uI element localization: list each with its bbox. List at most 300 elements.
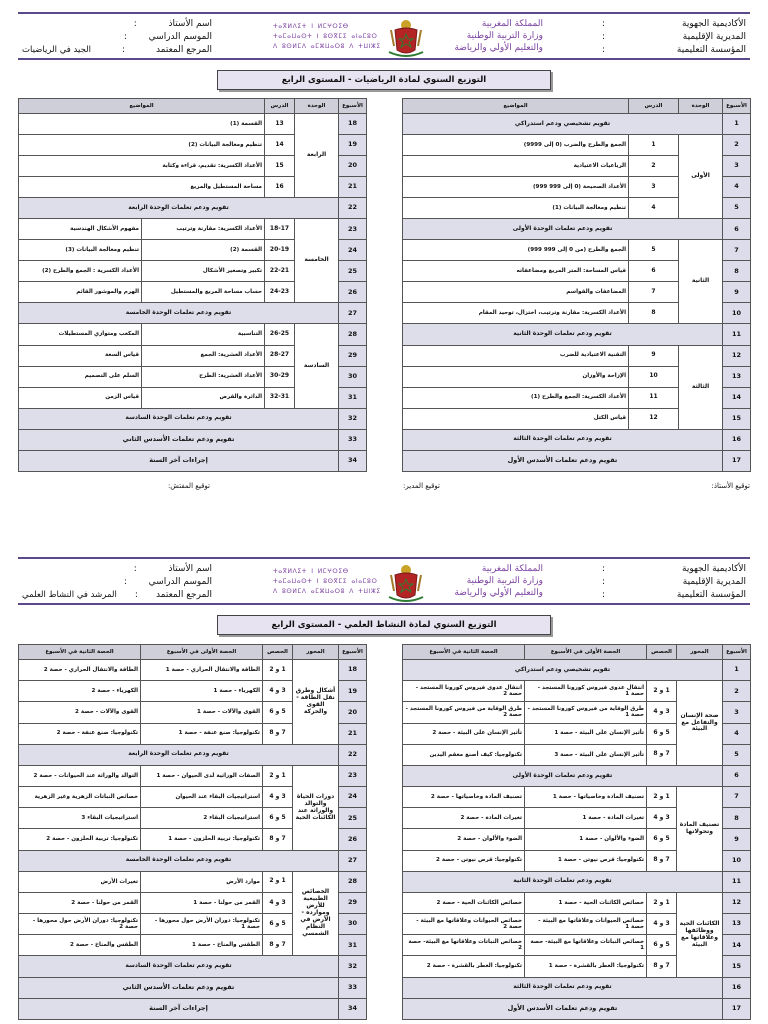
second-session-topic: خصائص الكائنات الحية - حصة 2 xyxy=(403,892,525,913)
lesson-number: 13 xyxy=(265,114,295,135)
table-row xyxy=(19,219,367,240)
second-session-topic: استراتيجيات البقاء 3 xyxy=(19,808,141,829)
lesson-topic: الأعداد الصحيحة (0 إلى 999 999) xyxy=(403,177,629,198)
header-second-session: الحصة الثانية في الأسبوع xyxy=(403,645,525,660)
week-number: 5 xyxy=(723,744,751,765)
lesson-topic: الجمع والطرح (من 0 إلى 999 999) xyxy=(403,240,629,261)
lesson-number: 15 xyxy=(265,156,295,177)
table-row xyxy=(19,114,367,135)
lesson-topic: حساب مساحة المربع والمستطيل xyxy=(142,282,265,303)
week-number: 16 xyxy=(723,429,751,450)
lesson-topic: الإزاحة والأوزان xyxy=(403,366,629,387)
teacher-signature-label: توقيع الأستاذ: xyxy=(711,482,750,490)
lesson-number: 4 xyxy=(629,198,679,219)
header-lesson: الدرس xyxy=(629,99,679,114)
lesson-topic: الأعداد العشرية: الجمع xyxy=(142,345,265,366)
first-session-topic: القوى والآلات - حصة 1 xyxy=(141,702,263,723)
week-number: 24 xyxy=(339,787,367,808)
lesson-topic-secondary: الأعداد الكسرية : الجمع والطرح (2) xyxy=(19,261,142,282)
reference-label: المرجع المعتمد xyxy=(155,44,212,55)
header-axis: المحور xyxy=(677,645,723,660)
directorate-label: المديرية الإقليمية xyxy=(682,31,746,42)
table-row xyxy=(19,871,367,892)
week-number: 27 xyxy=(339,850,367,871)
teacher-info: اسم الأستاذ : الموسم الدراسي : المرجع المعتمد : المرشد في النشاط العلمي xyxy=(22,563,212,600)
lesson-topic: الأعداد الكسرية: الجمع والطرح (1) xyxy=(403,387,629,408)
lesson-number: 18-17 xyxy=(265,219,295,240)
session-numbers: 3 و 4 xyxy=(263,681,293,702)
week-number: 25 xyxy=(339,808,367,829)
table-row xyxy=(19,850,367,871)
week-number: 5 xyxy=(723,198,751,219)
session-numbers: 1 و 2 xyxy=(263,871,293,892)
lesson-number: 1 xyxy=(629,135,679,156)
review-row-label: تقويم ودعم تعلمات الوحدة الرابعة xyxy=(19,198,339,219)
second-session-topic: تأثير الإنسان على البيئة - حصة 2 xyxy=(403,723,525,744)
first-session-topic: تكنولوجيا: قرص نيوتن - حصة 1 xyxy=(525,850,647,871)
second-session-topic: التوالد والوراثة عند الحيوانات - حصة 2 xyxy=(19,765,141,786)
lesson-topic-secondary: تنظيم ومعالجة البيانات (3) xyxy=(19,240,142,261)
unit-label: الثانية xyxy=(679,240,723,324)
week-number: 6 xyxy=(723,219,751,240)
lesson-topic-secondary: المكعب ومتوازي المستطيلات xyxy=(19,324,142,345)
second-session-topic: تكنولوجيا: دوران الأرض حول محورها - حصة 2 xyxy=(19,914,141,935)
lesson-number: 7 xyxy=(629,282,679,303)
kingdom-emblem xyxy=(273,561,543,603)
header-axis: المحور xyxy=(293,645,339,660)
review-row-label: تقويم ودعم تعلمات الأسدس الأول xyxy=(403,450,723,471)
lesson-topic: المضاعفات والقواسم xyxy=(403,282,629,303)
first-session-topic: تغيرات المادة - حصة 1 xyxy=(525,808,647,829)
math-distribution-page xyxy=(0,0,768,505)
admin-info: الأكاديمية الجهوية : المديرية الإقليمية : المؤسسة التعليمية : xyxy=(602,18,746,55)
axis-label: صحة الإنسان والتفاعل مع البيئة xyxy=(677,681,723,766)
reference-value: الجيد في الرياضيات xyxy=(22,44,92,55)
math-table-semester-1 xyxy=(402,98,751,472)
lesson-number: 6 xyxy=(629,261,679,282)
header-sessions: الحصص xyxy=(647,645,677,660)
first-session-topic: القمر من حولنا - حصة 1 xyxy=(141,892,263,913)
session-numbers: 7 و 8 xyxy=(263,935,293,956)
first-session-topic: انتقال عدوى فيروس كورونا المستجد - حصة 1 xyxy=(525,681,647,702)
table-row xyxy=(403,240,751,261)
week-number: 20 xyxy=(339,702,367,723)
science-table-semester-2 xyxy=(18,644,367,1020)
teacher-name-label: اسم الأستاذ xyxy=(168,563,212,574)
second-session-topic: تغيرات المادة - حصة 2 xyxy=(403,808,525,829)
lesson-topic: تنظيم ومعالجة البيانات (2) xyxy=(19,135,265,156)
session-numbers: 3 و 4 xyxy=(647,808,677,829)
week-number: 18 xyxy=(339,660,367,681)
kingdom-emblem xyxy=(273,16,543,58)
institution-label: المؤسسة التعليمية xyxy=(676,44,746,55)
lesson-topic-secondary: قياس السعة xyxy=(19,345,142,366)
week-number: 14 xyxy=(723,387,751,408)
lesson-topic: الأعداد الكسرية: تقديم، قراءة وكتابة xyxy=(19,156,265,177)
review-row-label: تقويم ودعم تعلمات الوحدة الأولى xyxy=(403,765,723,786)
table-row xyxy=(19,660,367,681)
session-numbers: 1 و 2 xyxy=(647,681,677,702)
week-number: 19 xyxy=(339,681,367,702)
week-number: 21 xyxy=(339,177,367,198)
table-row xyxy=(19,744,367,765)
lesson-topic: قياس الكتل xyxy=(403,408,629,429)
lesson-number: 26-25 xyxy=(265,324,295,345)
table-row xyxy=(19,450,367,471)
week-number: 11 xyxy=(723,324,751,345)
teacher-info: اسم الأستاذ : الموسم الدراسي : المرجع المعتمد : الجيد في الرياضيات xyxy=(22,18,212,55)
lesson-topic: الأعداد الكسرية: مقارنة وترتيب xyxy=(142,219,265,240)
review-row-label: تقويم ودعم تعلمات الوحدة السادسة xyxy=(19,956,339,977)
table-row xyxy=(19,408,367,429)
lesson-topic-secondary: قياس الزمن xyxy=(19,387,142,408)
session-numbers: 3 و 4 xyxy=(263,787,293,808)
review-row-label: تقويم ودعم تعلمات الوحدة الثانية xyxy=(403,324,723,345)
document-header xyxy=(18,557,750,605)
unit-label: السادسة xyxy=(295,324,339,408)
review-row-label: تقويم تشخيصي ودعم استدراكي xyxy=(403,114,723,135)
lesson-number: 12 xyxy=(629,408,679,429)
lesson-topic: تنظيم ومعالجة البيانات (1) xyxy=(403,198,629,219)
axis-label: دورات الحياة والتوالد والوراثة عند الكائنات الحية xyxy=(293,765,339,850)
week-number: 30 xyxy=(339,366,367,387)
review-row-label: إجراءات آخر السنة xyxy=(19,450,339,471)
review-row-label: تقويم ودعم تعلمات الوحدة الثالثة xyxy=(403,429,723,450)
first-session-topic: خصائص الكائنات الحية - حصة 1 xyxy=(525,892,647,913)
directorate-label: المديرية الإقليمية xyxy=(682,576,746,587)
week-number: 24 xyxy=(339,240,367,261)
session-numbers: 7 و 8 xyxy=(647,744,677,765)
second-session-topic: الضوء والألوان - حصة 2 xyxy=(403,829,525,850)
lesson-topic: الجمع والطرح والضرب (0 إلى 9999) xyxy=(403,135,629,156)
table-row xyxy=(19,956,367,977)
second-session-topic: انتقال عدوى فيروس كورونا المستجد - حصة 2 xyxy=(403,681,525,702)
week-number: 31 xyxy=(339,935,367,956)
week-number: 7 xyxy=(723,240,751,261)
header-unit: الوحدة xyxy=(679,99,723,114)
week-number: 12 xyxy=(723,345,751,366)
lesson-number: 5 xyxy=(629,240,679,261)
lesson-topic: الدائرة والقرص xyxy=(142,387,265,408)
kingdom-tifinagh-text: ⵜⴰⴳⵍⴷⵉⵜ ⵏ ⵍⵎⵖⵔⵉⴱ ⵜⴰⵎⴰⵡⴰⵙⵜ ⵏ ⵓⵙⴳⵎⵉ ⴰⵏⴰⵎⵓⵔ ⴷ ⵓⵙⵍⵎⴷ ⴰⵎⵣⵡⴰⵔⵓ ⴷ ⵜⵡⵏⵣⵉ xyxy=(273,23,381,50)
session-numbers: 3 و 4 xyxy=(263,892,293,913)
first-session-topic: طرق الوقاية من فيروس كورونا المستجد - حصة 1 xyxy=(525,702,647,723)
page-title: التوزيع السنوي لمادة النشاط العلمي - المستوى الرابع xyxy=(217,615,551,635)
first-session-topic: تصنيف المادة وخاصياتها - حصة 1 xyxy=(525,787,647,808)
table-row xyxy=(403,892,751,913)
lesson-number: 24-23 xyxy=(265,282,295,303)
second-session-topic: تكنولوجيا: قرص نيوتن - حصة 2 xyxy=(403,850,525,871)
table-row xyxy=(403,219,751,240)
week-number: 29 xyxy=(339,345,367,366)
week-number: 16 xyxy=(723,977,751,998)
week-number: 13 xyxy=(723,914,751,935)
header-first-session: الحصة الأولى في الأسبوع xyxy=(141,645,263,660)
week-number: 1 xyxy=(723,114,751,135)
unit-label: الرابعة xyxy=(295,114,339,198)
table-row xyxy=(403,345,751,366)
first-session-topic: استراتيجيات البقاء 2 xyxy=(141,808,263,829)
week-number: 22 xyxy=(339,744,367,765)
lesson-topic: قياس المساحة: المتر المربع ومضاعفاته xyxy=(403,261,629,282)
axis-label: أشكال وطرق نقل الطاقة - القوى والحركة xyxy=(293,660,339,745)
unit-label: الثالثة xyxy=(679,345,723,429)
week-number: 22 xyxy=(339,198,367,219)
review-row-label: تقويم تشخيصي ودعم استدراكي xyxy=(403,660,723,681)
first-session-topic: تكنولوجيا: تربية الحلزون - حصة 1 xyxy=(141,829,263,850)
week-number: 29 xyxy=(339,892,367,913)
lesson-number: 11 xyxy=(629,387,679,408)
lesson-number: 2 xyxy=(629,156,679,177)
lesson-topic: الرباعيات الاعتيادية xyxy=(403,156,629,177)
session-numbers: 5 و 6 xyxy=(263,702,293,723)
table-row xyxy=(403,765,751,786)
kingdom-tifinagh-text: ⵜⴰⴳⵍⴷⵉⵜ ⵏ ⵍⵎⵖⵔⵉⴱ ⵜⴰⵎⴰⵡⴰⵙⵜ ⵏ ⵓⵙⴳⵎⵉ ⴰⵏⴰⵎⵓⵔ ⴷ ⵓⵙⵍⵎⴷ ⴰⵎⵣⵡⴰⵔⵓ ⴷ ⵜⵡⵏⵣⵉ xyxy=(273,568,381,595)
week-number: 27 xyxy=(339,303,367,324)
header-week: الأسبوع xyxy=(723,645,751,660)
review-row-label: تقويم ودعم تعلمات الوحدة الخامسة xyxy=(19,850,339,871)
unit-label: الأولى xyxy=(679,135,723,219)
week-number: 33 xyxy=(339,977,367,998)
first-session-topic: تكنولوجيا: دوران الأرض حول محورها - حصة 1 xyxy=(141,914,263,935)
week-number: 17 xyxy=(723,450,751,471)
week-number: 9 xyxy=(723,829,751,850)
week-number: 15 xyxy=(723,408,751,429)
table-row xyxy=(19,324,367,345)
week-number: 26 xyxy=(339,282,367,303)
first-session-topic: الكهرباء - حصة 1 xyxy=(141,681,263,702)
week-number: 19 xyxy=(339,135,367,156)
table-row xyxy=(19,429,367,450)
week-number: 13 xyxy=(723,366,751,387)
week-number: 32 xyxy=(339,408,367,429)
session-numbers: 7 و 8 xyxy=(647,850,677,871)
week-number: 12 xyxy=(723,892,751,913)
lesson-number: 16 xyxy=(265,177,295,198)
week-number: 18 xyxy=(339,114,367,135)
first-session-topic: استراتيجيات البقاء عند الحيوان xyxy=(141,787,263,808)
header-week: الأسبوع xyxy=(723,99,751,114)
week-number: 30 xyxy=(339,914,367,935)
lesson-number: 8 xyxy=(629,303,679,324)
week-number: 3 xyxy=(723,156,751,177)
kingdom-arabic-text: المملكة المغربية وزارة التربية الوطنية والتعليم الأولي والرياضة xyxy=(454,564,543,598)
table-row xyxy=(403,450,751,471)
week-number: 33 xyxy=(339,429,367,450)
header-sessions: الحصص xyxy=(263,645,293,660)
review-row-label: تقويم ودعم تعلمات الوحدة الخامسة xyxy=(19,303,339,324)
table-row xyxy=(19,977,367,998)
week-number: 10 xyxy=(723,850,751,871)
reference-value: المرشد في النشاط العلمي xyxy=(22,589,117,600)
review-row-label: تقويم ودعم تعلمات الوحدة السادسة xyxy=(19,408,339,429)
lesson-topic-secondary: الهرم والموشور القائم xyxy=(19,282,142,303)
week-number: 20 xyxy=(339,156,367,177)
week-number: 23 xyxy=(339,219,367,240)
first-session-topic: الطقس والمناخ - حصة 1 xyxy=(141,935,263,956)
lesson-number: 14 xyxy=(265,135,295,156)
week-number: 25 xyxy=(339,261,367,282)
axis-label: تصنيف المادة وتحولاتها xyxy=(677,787,723,872)
lesson-topic-secondary: السلم على التصميم xyxy=(19,366,142,387)
lesson-topic: القسمة (1) xyxy=(19,114,265,135)
second-session-topic: خصائص النباتات وعلاقاتها مع البيئة- حصة 2 xyxy=(403,935,525,956)
second-session-topic: تصنيف المادة وخاصياتها - حصة 2 xyxy=(403,787,525,808)
second-session-topic: الطاقة والانتقال الحراري - حصة 2 xyxy=(19,660,141,681)
header-week: الأسبوع xyxy=(339,99,367,114)
math-table-semester-2 xyxy=(18,98,367,472)
inspector-signature-label: توقيع المفتش: xyxy=(167,482,210,490)
week-number: 15 xyxy=(723,956,751,977)
week-number: 28 xyxy=(339,871,367,892)
second-session-topic: خصائص النباتات الزهرية وغير الزهرية xyxy=(19,787,141,808)
lesson-number: 32-31 xyxy=(265,387,295,408)
first-session-topic: خصائص النباتات وعلاقاتها مع البيئة- حصة 1 xyxy=(525,935,647,956)
table-row xyxy=(403,977,751,998)
document-header xyxy=(18,12,750,60)
first-session-topic: الصفات الوراثية لدى الحيوان - حصة 1 xyxy=(141,765,263,786)
week-number: 28 xyxy=(339,324,367,345)
table-row xyxy=(403,324,751,345)
week-number: 4 xyxy=(723,177,751,198)
week-number: 34 xyxy=(339,998,367,1019)
session-numbers: 5 و 6 xyxy=(647,829,677,850)
reference-label: المرجع المعتمد xyxy=(155,589,212,600)
table-row xyxy=(403,787,751,808)
school-year-label: الموسم الدراسي xyxy=(148,576,212,587)
table-row xyxy=(403,429,751,450)
second-session-topic: القمر من حولنا - حصة 2 xyxy=(19,892,141,913)
week-number: 23 xyxy=(339,765,367,786)
first-session-topic: تأثير الإنسان على البيئة - حصة 3 xyxy=(525,744,647,765)
table-row xyxy=(19,198,367,219)
table-row xyxy=(403,998,751,1019)
session-numbers: 7 و 8 xyxy=(263,829,293,850)
lesson-number: 28-27 xyxy=(265,345,295,366)
session-numbers: 5 و 6 xyxy=(647,935,677,956)
second-session-topic: الطقس والمناخ - حصة 2 xyxy=(19,935,141,956)
lesson-topic: الأعداد العشرية: الطرح xyxy=(142,366,265,387)
week-number: 32 xyxy=(339,956,367,977)
table-row xyxy=(19,303,367,324)
lesson-number: 10 xyxy=(629,366,679,387)
second-session-topic: تكنولوجيا: تربية الحلزون - حصة 2 xyxy=(19,829,141,850)
unit-label: الخامسة xyxy=(295,219,339,303)
week-number: 17 xyxy=(723,998,751,1019)
institution-label: المؤسسة التعليمية xyxy=(676,589,746,600)
session-numbers: 1 و 2 xyxy=(647,787,677,808)
table-row xyxy=(19,765,367,786)
review-row-label: تقويم ودعم تعلمات الأسدس الأول xyxy=(403,998,723,1019)
session-numbers: 5 و 6 xyxy=(263,808,293,829)
week-number: 4 xyxy=(723,723,751,744)
review-row-label: تقويم ودعم تعلمات الأسدس الثاني xyxy=(19,429,339,450)
week-number: 31 xyxy=(339,387,367,408)
first-session-topic: تكنولوجيا: صنع عنفة - حصة 1 xyxy=(141,723,263,744)
week-number: 26 xyxy=(339,829,367,850)
lesson-topic: مساحة المستطيل والمربع xyxy=(19,177,265,198)
school-year-label: الموسم الدراسي xyxy=(148,31,212,42)
table-row xyxy=(403,135,751,156)
session-numbers: 1 و 2 xyxy=(263,660,293,681)
lesson-number: 20-19 xyxy=(265,240,295,261)
first-session-topic: خصائص الحيوانات وعلاقاتها مع البيئة - حصة 1 xyxy=(525,914,647,935)
first-session-topic: الضوء والألوان - حصة 1 xyxy=(525,829,647,850)
lesson-topic: تكبير وتصغير الأشكال xyxy=(142,261,265,282)
lesson-topic-secondary: مفهوم الأشكال الهندسية xyxy=(19,219,142,240)
academy-label: الأكاديمية الجهوية xyxy=(682,18,746,29)
session-numbers: 1 و 2 xyxy=(647,892,677,913)
second-session-topic: تكنولوجيا: كيف أصنع معقم اليدين xyxy=(403,744,525,765)
header-second-session: الحصة الثانية في الأسبوع xyxy=(19,645,141,660)
week-number: 10 xyxy=(723,303,751,324)
week-number: 2 xyxy=(723,681,751,702)
first-session-topic: موارد الأرض xyxy=(141,871,263,892)
session-numbers: 5 و 6 xyxy=(647,723,677,744)
week-number: 1 xyxy=(723,660,751,681)
review-row-label: إجراءات آخر السنة xyxy=(19,998,339,1019)
table-row xyxy=(19,998,367,1019)
week-number: 3 xyxy=(723,702,751,723)
second-session-topic: تكنولوجيا: صنع عنفة - حصة 2 xyxy=(19,723,141,744)
kingdom-arabic-text: المملكة المغربية وزارة التربية الوطنية والتعليم الأولي والرياضة xyxy=(454,19,543,53)
header-topics: المواضيع xyxy=(403,99,629,114)
session-numbers: 7 و 8 xyxy=(647,956,677,977)
lesson-topic: التناسبية xyxy=(142,324,265,345)
admin-info: الأكاديمية الجهوية : المديرية الإقليمية : المؤسسة التعليمية : xyxy=(602,563,746,600)
axis-label: الكائنات الحية ووظائفها وعلاقاتها مع البيئة xyxy=(677,892,723,977)
header-unit: الوحدة xyxy=(295,99,339,114)
week-number: 8 xyxy=(723,261,751,282)
week-number: 6 xyxy=(723,765,751,786)
lesson-number: 30-29 xyxy=(265,366,295,387)
first-session-topic: تأثير الإنسان على البيئة - حصة 1 xyxy=(525,723,647,744)
table-row xyxy=(403,871,751,892)
second-session-topic: طرق الوقاية من فيروس كورونا المستجد - حصة 2 xyxy=(403,702,525,723)
coat-of-arms-icon xyxy=(385,561,427,603)
week-number: 7 xyxy=(723,787,751,808)
week-number: 11 xyxy=(723,871,751,892)
week-number: 8 xyxy=(723,808,751,829)
page-title: التوزيع السنوي لمادة الرياضيات - المستوى الرابع xyxy=(217,70,551,90)
signature-row xyxy=(18,482,750,494)
lesson-topic: التقنية الاعتيادية للضرب xyxy=(403,345,629,366)
table-row xyxy=(403,660,751,681)
axis-label: الخصائص الطبيعية للأرض وموارده - الأرض في النظام الشمسي xyxy=(293,871,339,956)
lesson-number: 3 xyxy=(629,177,679,198)
header-topics: المواضيع xyxy=(19,99,265,114)
director-signature-label: توقيع المدير: xyxy=(403,482,440,490)
table-row xyxy=(403,114,751,135)
first-session-topic: الطاقة والانتقال الحراري - حصة 1 xyxy=(141,660,263,681)
science-distribution-page xyxy=(0,545,768,1024)
teacher-name-label: اسم الأستاذ xyxy=(168,18,212,29)
week-number: 9 xyxy=(723,282,751,303)
first-session-topic: تكنولوجيا: العطر بالقشرة - حصة 1 xyxy=(525,956,647,977)
review-row-label: تقويم ودعم تعلمات الوحدة الأولى xyxy=(403,219,723,240)
lesson-topic: الأعداد الكسرية: مقارنة وترتيب، اختزال، توحيد المقام xyxy=(403,303,629,324)
coat-of-arms-icon xyxy=(385,16,427,58)
review-row-label: تقويم ودعم تعلمات الوحدة الرابعة xyxy=(19,744,339,765)
session-numbers: 7 و 8 xyxy=(263,723,293,744)
review-row-label: تقويم ودعم تعلمات الوحدة الثالثة xyxy=(403,977,723,998)
lesson-number: 9 xyxy=(629,345,679,366)
week-number: 14 xyxy=(723,935,751,956)
session-numbers: 3 و 4 xyxy=(647,702,677,723)
academy-label: الأكاديمية الجهوية xyxy=(682,563,746,574)
header-first-session: الحصة الأولى في الأسبوع xyxy=(525,645,647,660)
session-numbers: 1 و 2 xyxy=(263,765,293,786)
